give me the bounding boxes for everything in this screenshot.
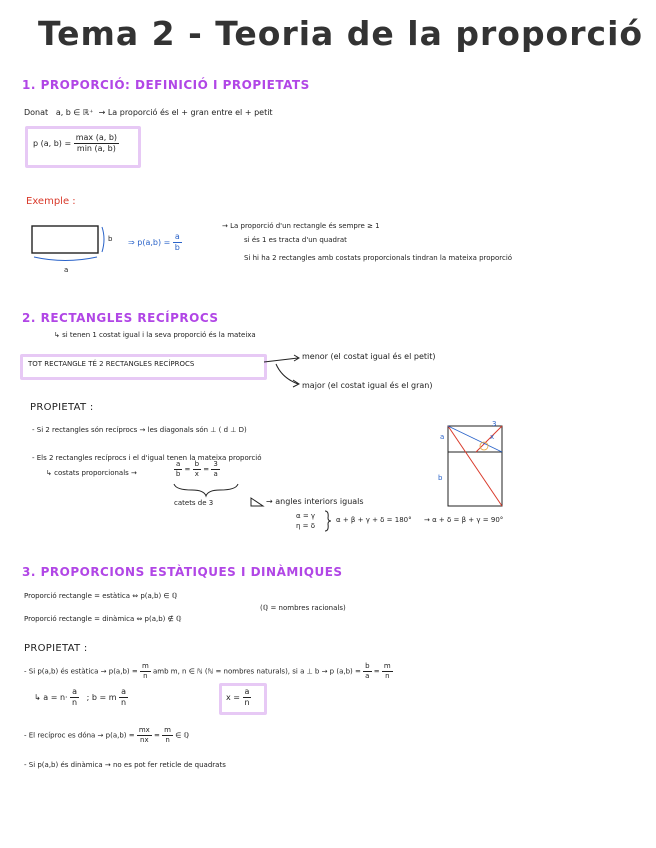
proportional-sides-line (46, 469, 137, 477)
example-fraction (173, 233, 182, 252)
p3-frac (137, 727, 152, 744)
reciprocal-definition: ↳ si tenen 1 costat igual i la seva proporció és la mateixa (54, 331, 256, 339)
p1-text-a: - Si p(a,b) és estàtica → p(a,b) = (24, 667, 138, 676)
diagram-label-a: a (440, 433, 445, 441)
eq-frac-2 (193, 461, 201, 478)
p1-frac (140, 663, 151, 680)
p1-frac-num: m (141, 662, 149, 670)
diagram-label-b: b (438, 474, 443, 482)
angle-result: → α + δ = β + γ = 90° (424, 516, 504, 524)
interior-angles-note: → angles interiors iguals (266, 497, 364, 506)
donat-rest: → La proporció és el + gran entre el + petit (98, 108, 273, 117)
rational-note: (ℚ = nombres racionals) (260, 604, 346, 612)
p3-text-a: - El recíproc es dóna → p(a,b) = (24, 731, 135, 740)
propietat-heading-3: PROPIETAT : (24, 643, 88, 654)
p3-frac-2-den: n (165, 736, 170, 744)
diagram-label-3: 3 (492, 420, 497, 428)
formula-fraction (74, 134, 119, 153)
p1-frac-2-den: a (365, 672, 370, 680)
static-definition: Proporció rectangle = estàtica ⇔ p(a,b) ∈ ℚ (24, 592, 178, 600)
example-denominator: b (174, 243, 180, 252)
donat-label: Donat (24, 108, 49, 117)
equation-brace (172, 482, 242, 498)
p3-frac-2-num: m (164, 726, 171, 734)
p1-text-b: amb m, n ∈ ℕ (ℕ = nombres naturals), si a ⊥ b → p (a,b) = (153, 667, 361, 676)
p2-box-frac-num: a (244, 687, 250, 696)
p3-text-b: = (154, 731, 160, 740)
donat-line (24, 108, 273, 117)
p2-frac-2-den: n (121, 698, 127, 707)
dynamic-property-line: - Si p(a,b) és dinàmica → no es pot fer reticle de quadrats (24, 761, 226, 769)
side-a-brace (34, 257, 97, 261)
p3-frac-den: nx (140, 736, 149, 744)
p1-frac-2-num: b (365, 662, 370, 670)
note-2: si és 1 es tracta d'un quadrat (244, 236, 347, 244)
p1-frac-den: n (143, 672, 148, 680)
side-b-brace (102, 227, 104, 252)
major-branch: major (el costat igual és el gran) (302, 381, 433, 390)
eq-frac-2-num: b (194, 460, 200, 468)
proportional-equation: $\frac{a}{b}$ = $\frac{b}{x}$ = $\frac{3}{a}$ (175, 460, 218, 478)
dynamic-definition: Proporció rectangle = dinàmica ⇔ p(a,b) ∉ ℚ (24, 615, 182, 623)
example-formula (128, 233, 182, 252)
example-numerator: a (174, 232, 180, 241)
eq-frac-3-den: a (213, 470, 218, 478)
p1-frac-3-den: n (385, 672, 390, 680)
p2-frac-den: n (72, 698, 78, 707)
diagonal-small (476, 426, 502, 452)
section-1-heading: 1. PROPORCIÓ: DEFINICIÓ I PROPIETATS (22, 78, 310, 92)
note-1: → La proporció d'un rectangle és sempre ≥ 1 (222, 222, 380, 230)
example-label: Exemple : (26, 196, 76, 207)
p2-frac (70, 688, 79, 707)
eq-frac-2-den: x (194, 470, 199, 478)
triangle-icon (250, 497, 264, 507)
formula-left: p (a, b) = (33, 139, 72, 148)
property-same-proportion: - Els 2 rectangles recíprocs i el d'igual tenen la mateixa proporció (32, 454, 262, 462)
p2-box-text: x = (226, 693, 240, 702)
eq-frac-1 (174, 461, 182, 478)
donat-vars: a, b ∈ ℝ⁺ (55, 108, 94, 117)
angle-system-2: η = δ (296, 522, 316, 530)
catets-text: catets de 3 (174, 499, 214, 507)
reciprocal-rectangles-diagram (440, 420, 510, 510)
example-formula-left: ⇒ p(a,b) = (128, 238, 171, 247)
property-perpendicular-diagonals: - Si 2 rectangles són recíprocs → les diagonals són ⊥ ( d ⊥ D) (32, 426, 247, 434)
angle-system-1: α = γ (296, 512, 316, 520)
p2-box-frac (243, 688, 252, 707)
static-property-line (24, 663, 393, 680)
eq-frac-3-num: 3 (213, 460, 218, 468)
eq-frac-1-den: b (175, 470, 181, 478)
p2-box-frac-den: n (244, 698, 250, 707)
formula-denominator: min (a, b) (76, 144, 116, 153)
p1-frac-3 (382, 663, 393, 680)
note-3: Si hi ha 2 rectangles amb costats proporcionals tindran la mateixa proporció (244, 254, 513, 262)
p1-eq: = (373, 667, 380, 676)
p2-text-b: ; b = m (86, 693, 117, 702)
p2-frac-2 (119, 688, 128, 707)
page-title: Tema 2 - Teoria de la proporció (38, 14, 644, 53)
p3-frac-2 (162, 727, 173, 744)
section-3-heading: 3. PROPORCIONS ESTÀTIQUES I DINÀMIQUES (22, 565, 343, 579)
x-definition (226, 688, 251, 707)
p3-frac-num: mx (138, 726, 150, 734)
propietat-heading-2: PROPIETAT : (30, 402, 94, 413)
proportional-sides-label: ↳ costats proporcionals → (46, 469, 137, 477)
p2-frac-2-num: a (121, 687, 127, 696)
p2-text-a: ↳ a = n· (34, 693, 68, 702)
menor-branch: menor (el costat igual és el petit) (302, 352, 436, 361)
p1-frac-2 (363, 663, 371, 680)
reciprocal-box-text: TOT RECTANGLE TÉ 2 RECTANGLES RECÍPROCS (28, 360, 195, 368)
p2-frac-num: a (72, 687, 78, 696)
diagram-label-x: x (490, 433, 495, 441)
angle-sum: α + β + γ + δ = 180° (336, 516, 412, 524)
example-rectangle (32, 226, 98, 253)
proportion-definition-formula (33, 134, 119, 153)
reciprocal-property-line (24, 727, 189, 744)
catets-label (174, 499, 213, 507)
section-2-heading: 2. RECTANGLES RECÍPROCS (22, 311, 219, 325)
rect-side-a-label: a (64, 266, 69, 274)
sides-expression-line (34, 688, 128, 707)
formula-numerator: max (a, b) (75, 133, 118, 142)
p3-text-c: ∈ ℚ (175, 731, 190, 740)
rect-side-b-label: b (108, 235, 113, 243)
p1-frac-3-num: m (383, 662, 391, 670)
system-brace (324, 510, 332, 532)
eq-frac-3 (211, 461, 219, 478)
eq-frac-1-num: a (176, 460, 181, 468)
